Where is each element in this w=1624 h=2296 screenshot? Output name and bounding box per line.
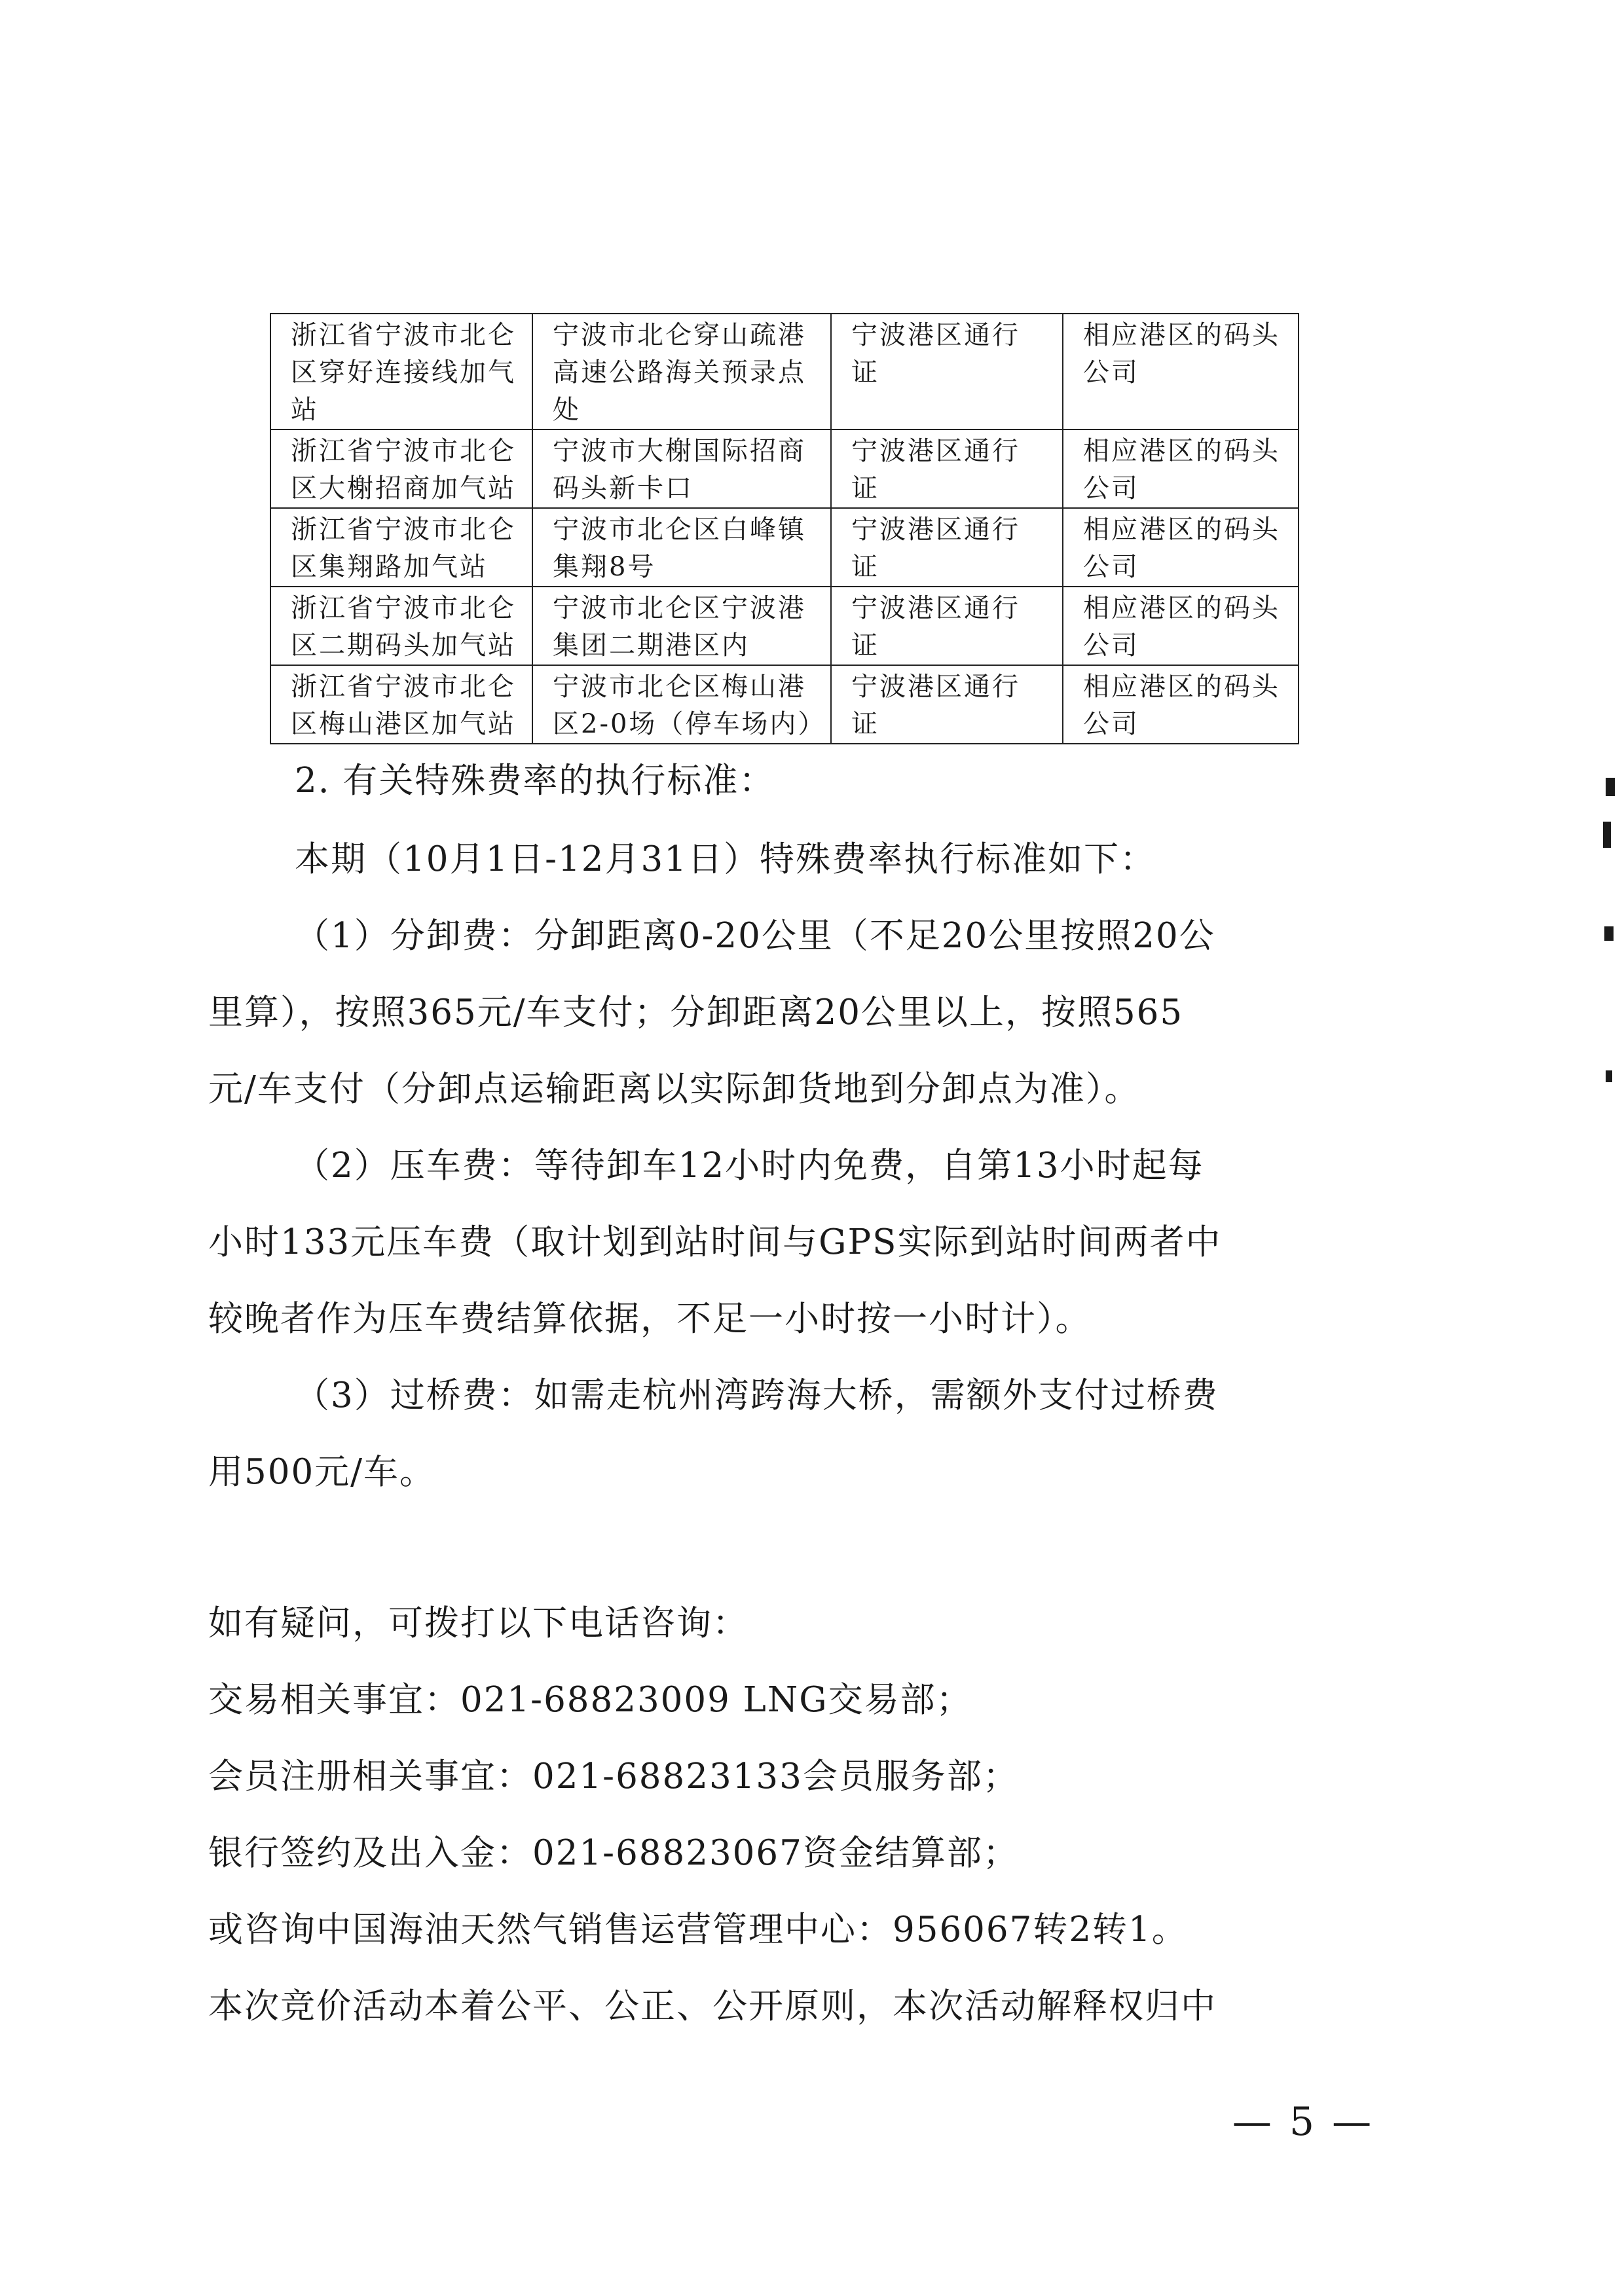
binding-mark [1606,778,1615,796]
binding-mark [1604,926,1614,941]
permit-cell: 宁波港区通行证 [831,665,1063,744]
location-cell: 宁波市北仑区梅山港区2-0场（停车场内） [532,665,831,744]
fee-line: 用500元/车。 [208,1452,436,1492]
fee-line: 较晚者作为压车费结算依据，不足一小时按一小时计）。 [208,1299,1092,1339]
table-row [270,508,1299,587]
table-row [270,429,1299,508]
location-cell: 宁波市北仑区宁波港集团二期港区内 [532,587,831,665]
permit-cell: 宁波港区通行证 [831,314,1063,429]
permit-cell: 宁波港区通行证 [831,587,1063,665]
binding-mark [1603,822,1611,848]
station-cell: 浙江省宁波市北仑区穿好连接线加气站 [270,314,532,429]
table-row [270,314,1299,429]
company-cell: 相应港区的码头公司 [1063,665,1299,744]
fee-line: （1）分卸费：分卸距离0-20公里（不足20公里按照20公 [295,916,1215,956]
station-cell: 浙江省宁波市北仑区二期码头加气站 [270,587,532,665]
binding-mark [1606,1070,1612,1082]
station-cell: 浙江省宁波市北仑区集翔路加气站 [270,508,532,587]
station-cell: 浙江省宁波市北仑区大榭招商加气站 [270,429,532,508]
permit-cell: 宁波港区通行证 [831,508,1063,587]
page-number: — 5 — [1232,2099,1375,2145]
fee-line: 元/车支付（分卸点运输距离以实际卸货地到分卸点为准）。 [208,1069,1141,1109]
station-table [270,313,1299,744]
closing-line: 本次竞价活动本着公平、公正、公开原则，本次活动解释权归中 [208,1986,1217,2026]
period-intro: 本期（10月1日-12月31日）特殊费率执行标准如下： [295,839,1156,879]
location-cell: 宁波市大榭国际招商码头新卡口 [532,429,831,508]
permit-cell: 宁波港区通行证 [831,429,1063,508]
fee-line: （2）压车费：等待卸车12小时内免费，自第13小时起每 [295,1146,1204,1186]
company-cell: 相应港区的码头公司 [1063,429,1299,508]
company-cell: 相应港区的码头公司 [1063,508,1299,587]
section-heading: 2. 有关特殊费率的执行标准： [295,761,775,801]
fee-line: （3）过桥费：如需走杭州湾跨海大桥，需额外支付过桥费 [295,1376,1219,1415]
contact-line: 或咨询中国海油天然气销售运营管理中心：956067转2转1。 [208,1910,1188,1950]
fee-line: 里算），按照365元/车支付；分卸距离20公里以上，按照565 [208,993,1184,1032]
contact-line: 会员注册相关事宜：021-68823133会员服务部； [208,1757,1019,1796]
fee-line: 小时133元压车费（取计划到站时间与GPS实际到站时间两者中 [208,1222,1222,1262]
company-cell: 相应港区的码头公司 [1063,314,1299,429]
contact-intro: 如有疑问，可拨打以下电话咨询： [208,1603,748,1643]
station-cell: 浙江省宁波市北仑区梅山港区加气站 [270,665,532,744]
table-row [270,587,1299,665]
company-cell: 相应港区的码头公司 [1063,587,1299,665]
contact-line: 交易相关事宜：021-68823009 LNG交易部； [208,1680,972,1720]
location-cell: 宁波市北仑区白峰镇集翔8号 [532,508,831,587]
contact-line: 银行签约及出入金：021-68823067资金结算部； [208,1833,1019,1873]
table-row [270,665,1299,744]
location-cell: 宁波市北仑穿山疏港高速公路海关预录点处 [532,314,831,429]
